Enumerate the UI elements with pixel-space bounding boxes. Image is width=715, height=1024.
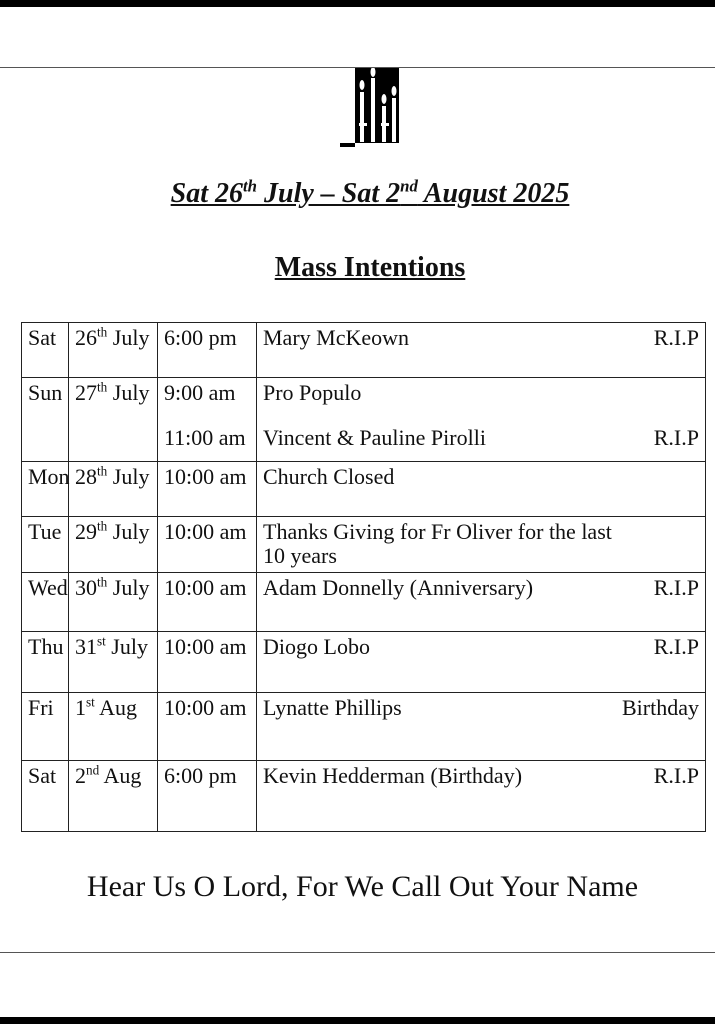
intention-text: Mary McKeown <box>263 325 410 350</box>
mass-time: 10:00 am <box>164 519 247 544</box>
mass-time: 6:00 pm <box>164 763 237 788</box>
time-cell <box>158 632 257 693</box>
mass-time: 10:00 am <box>164 575 247 600</box>
intention-text: Vincent & Pauline Pirolli <box>263 425 486 450</box>
intention-cell <box>257 517 706 573</box>
date-cell: 1st Aug <box>69 693 158 761</box>
day-cell: Sun <box>22 378 69 462</box>
intention-cell <box>257 761 706 832</box>
time-cell <box>158 517 257 573</box>
day-cell: Wed <box>22 573 69 632</box>
table-row <box>22 517 706 573</box>
intention-line <box>263 518 699 545</box>
intention-text: Kevin Hedderman (Birthday) <box>263 763 523 788</box>
date-cell: 27th July <box>69 378 158 462</box>
page-subtitle: Mass Intentions <box>274 252 466 283</box>
time-cell <box>158 761 257 832</box>
intention-text: Lynatte Phillips <box>263 695 402 720</box>
intention-text: Pro Populo <box>263 380 362 405</box>
intention-line <box>263 633 699 660</box>
intention-note <box>685 518 699 545</box>
day-cell: Sat <box>22 323 69 378</box>
footer-divider <box>0 952 715 953</box>
intention-cell <box>257 462 706 517</box>
intention-cell <box>257 632 706 693</box>
intention-note: R.I.P <box>653 575 699 600</box>
intention-line <box>263 424 699 451</box>
intention-cell <box>257 323 706 378</box>
top-border <box>0 0 715 7</box>
day-cell: Mon <box>22 462 69 517</box>
intention-text: Thanks Giving for Fr Oliver for the last <box>263 519 612 544</box>
table-row <box>22 632 706 693</box>
intention-note: R.I.P <box>653 425 699 450</box>
mass-intentions-table <box>21 322 706 832</box>
intention-line <box>263 324 699 351</box>
mass-time: 10:00 am <box>164 695 247 720</box>
day-cell: Fri <box>22 693 69 761</box>
intention-text: Diogo Lobo <box>263 634 370 659</box>
date-range-title: Sat 26th July – Sat 2nd August 2025 <box>170 176 570 209</box>
date-cell: 28th July <box>69 462 158 517</box>
date-cell: 30th July <box>69 573 158 632</box>
intention-note: R.I.P <box>653 763 699 788</box>
mass-time: 11:00 am <box>164 425 246 450</box>
time-cell <box>158 573 257 632</box>
mass-time: 10:00 am <box>164 634 247 659</box>
time-cell <box>158 378 257 462</box>
time-cell <box>158 323 257 378</box>
intention-note: R.I.P <box>653 325 699 350</box>
closing-prayer: Hear Us O Lord, For We Call Out Your Name <box>86 870 639 903</box>
table-row <box>22 462 706 517</box>
intention-note: R.I.P <box>653 634 699 659</box>
day-cell: Sat <box>22 761 69 832</box>
mass-time: 6:00 pm <box>164 325 237 350</box>
day-cell: Thu <box>22 632 69 693</box>
intention-note <box>685 379 699 406</box>
date-cell: 29th July <box>69 517 158 573</box>
table-row <box>22 573 706 632</box>
intention-cell <box>257 378 706 462</box>
intention-text: Church Closed <box>263 464 395 489</box>
intention-line <box>263 762 699 789</box>
bottom-border <box>0 1017 715 1024</box>
table-row <box>22 378 706 462</box>
mass-time: 10:00 am <box>164 464 247 489</box>
intention-cell <box>257 573 706 632</box>
time-cell <box>158 462 257 517</box>
intention-line <box>263 694 699 721</box>
time-cell <box>158 693 257 761</box>
mass-time: 9:00 am <box>164 380 236 405</box>
intention-cell <box>257 693 706 761</box>
table-row <box>22 323 706 378</box>
intention-note <box>685 463 699 490</box>
day-cell: Tue <box>22 517 69 573</box>
intention-line <box>263 574 699 601</box>
intention-note: Birthday <box>622 695 699 720</box>
intention-line <box>263 379 699 406</box>
intention-text-cont: 10 years <box>263 543 337 568</box>
candles-logo-icon <box>340 68 402 150</box>
date-cell: 31st July <box>69 632 158 693</box>
table-row <box>22 693 706 761</box>
intention-text: Adam Donnelly (Anniversary) <box>263 575 534 600</box>
date-cell: 26th July <box>69 323 158 378</box>
table-row <box>22 761 706 832</box>
intention-line <box>263 463 699 490</box>
date-cell: 2nd Aug <box>69 761 158 832</box>
